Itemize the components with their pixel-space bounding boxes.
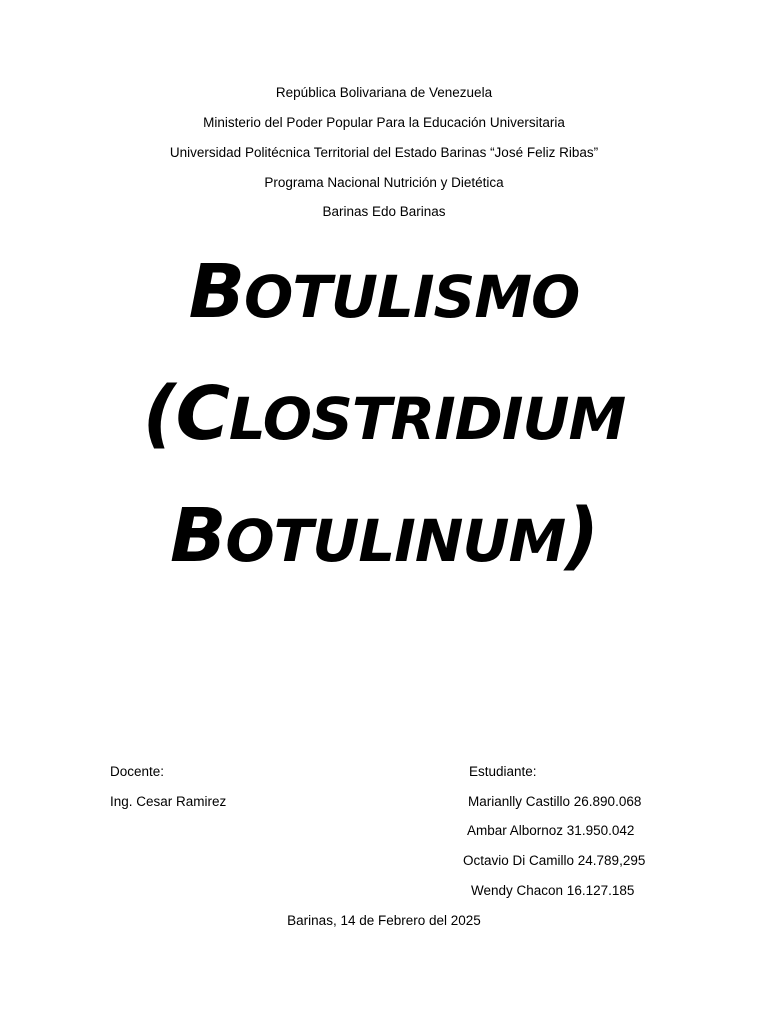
student-1: Marianlly Castillo 26.890.068 xyxy=(468,794,642,809)
title-line-2-open: ( xyxy=(142,371,176,457)
header-ministry: Ministerio del Poder Popular Para la Educación Universitaria xyxy=(203,115,565,130)
student-3: Octavio Di Camillo 24.789,295 xyxy=(463,853,646,868)
title-line-3 xyxy=(0,494,768,598)
title-line-2-cap: C xyxy=(175,371,229,457)
title-line-1-rest: OTULISMO xyxy=(244,263,580,331)
place-date: Barinas, 14 de Febrero del 2025 xyxy=(287,913,481,928)
title-line-3-rest: OTULINUM xyxy=(225,507,566,575)
title-line-1 xyxy=(0,250,768,354)
title-line-2-rest: LOSTRIDIUM xyxy=(228,385,626,453)
teacher-label: Docente: xyxy=(110,764,165,779)
student-4: Wendy Chacon 16.127.185 xyxy=(471,883,635,898)
students-label: Estudiante: xyxy=(469,764,537,779)
header-program: Programa Nacional Nutrición y Dietética xyxy=(264,175,504,190)
header-republic: República Bolivariana de Venezuela xyxy=(275,85,493,100)
header-university: Universidad Politécnica Territorial del Estado Barinas “José Feliz Ribas” xyxy=(169,145,599,160)
title-line-3-close: ) xyxy=(565,493,599,579)
title-line-1-cap: B xyxy=(188,249,245,335)
student-2: Ambar Albornoz 31.950.042 xyxy=(467,823,635,838)
header-location: Barinas Edo Barinas xyxy=(322,204,446,219)
teacher-name: Ing. Cesar Ramirez xyxy=(110,794,227,809)
title-line-3-cap: B xyxy=(169,493,226,579)
title-line-2 xyxy=(0,372,768,476)
